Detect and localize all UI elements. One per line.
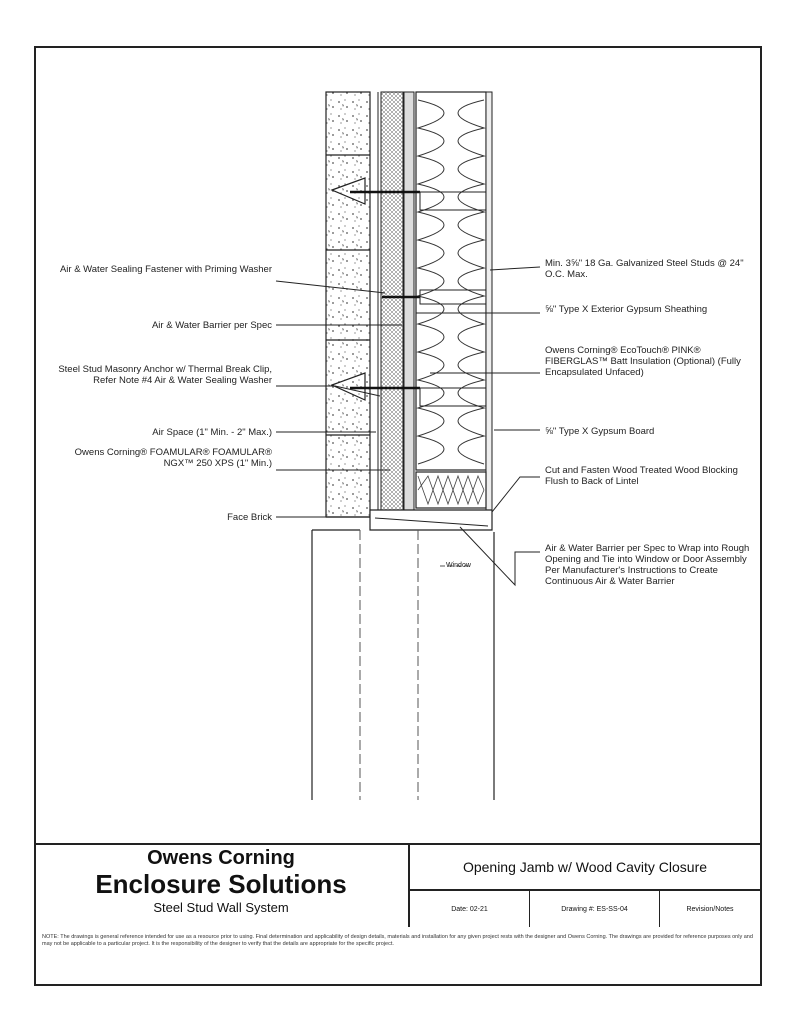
label-air-space: Air Space (1" Min. - 2" Max.): [152, 427, 272, 438]
brand-name: Owens Corning: [147, 847, 295, 869]
opening-closure: [312, 510, 494, 800]
drawing-number: Drawing #: ES-SS-04: [530, 891, 660, 927]
drawing-date: Date: 02-21: [410, 891, 530, 927]
xps-insulation-board: [378, 92, 403, 510]
label-cavity-closure: Cut and Fasten Wood Treated Wood Blocking Flush to Back of Lintel: [545, 465, 738, 487]
label-batt-insulation: Owens Corning® EcoTouch® PINK® FIBERGLAS™ Batt Insulation (Optional) (Fully Encapsulated Unfaced): [545, 345, 741, 378]
label-air-seal-fastener: Air & Water Sealing Fastener with Priming Washer: [59, 264, 272, 275]
label-window: Window: [446, 562, 471, 569]
disclaimer-note: NOTE: The drawings is general reference intended for use as a resource prior to using. Final determination and applicability of design details, materials and installation for any given project rests with the designer and Owens Corning. The drawings are provided for reference purposes only and may not be applicable to a particular project. It is the responsibility of the designer to verify that the details are appropriate for the specific project.: [42, 934, 753, 947]
face-brick-wythe: [326, 92, 370, 517]
label-masonry-anchor: Steel Stud Masonry Anchor w/ Thermal Break Clip, Refer Note #4 Air & Water Sealing Washer: [58, 364, 272, 386]
label-insulation-board: Owens Corning® FOAMULAR® FOAMULAR® NGX™ 250 XPS (1" Min.): [74, 447, 272, 469]
label-air-barrier-wrap: Air & Water Barrier per Spec to Wrap into Rough Opening and Tie into Window or Door Assembly Per Manufacturer's Instructions to Create Continuous Air & Water Barrier: [545, 543, 750, 587]
drawing-title: Opening Jamb w/ Wood Cavity Closure: [410, 845, 760, 891]
system-name: Steel Stud Wall System: [153, 900, 289, 915]
label-air-water-barrier: Air & Water Barrier per Spec: [151, 320, 272, 331]
title-block: [34, 843, 762, 927]
title-block-brand-area: [34, 845, 410, 927]
revision-notes: Revision/Notes: [686, 905, 734, 913]
wood-blocking: [416, 472, 486, 508]
gypsum-sheathing: [404, 92, 414, 510]
label-steel-studs: Min. 3⅝" 18 Ga. Galvanized Steel Studs @ 24" O.C. Max.: [545, 258, 744, 280]
label-gypsum-board: ⅝" Type X Gypsum Board: [545, 426, 655, 437]
label-gypsum-sheathing: ⅝" Type X Exterior Gypsum Sheathing: [545, 304, 708, 315]
label-face-brick: Face Brick: [227, 512, 272, 523]
product-name: Enclosure Solutions: [95, 869, 347, 899]
